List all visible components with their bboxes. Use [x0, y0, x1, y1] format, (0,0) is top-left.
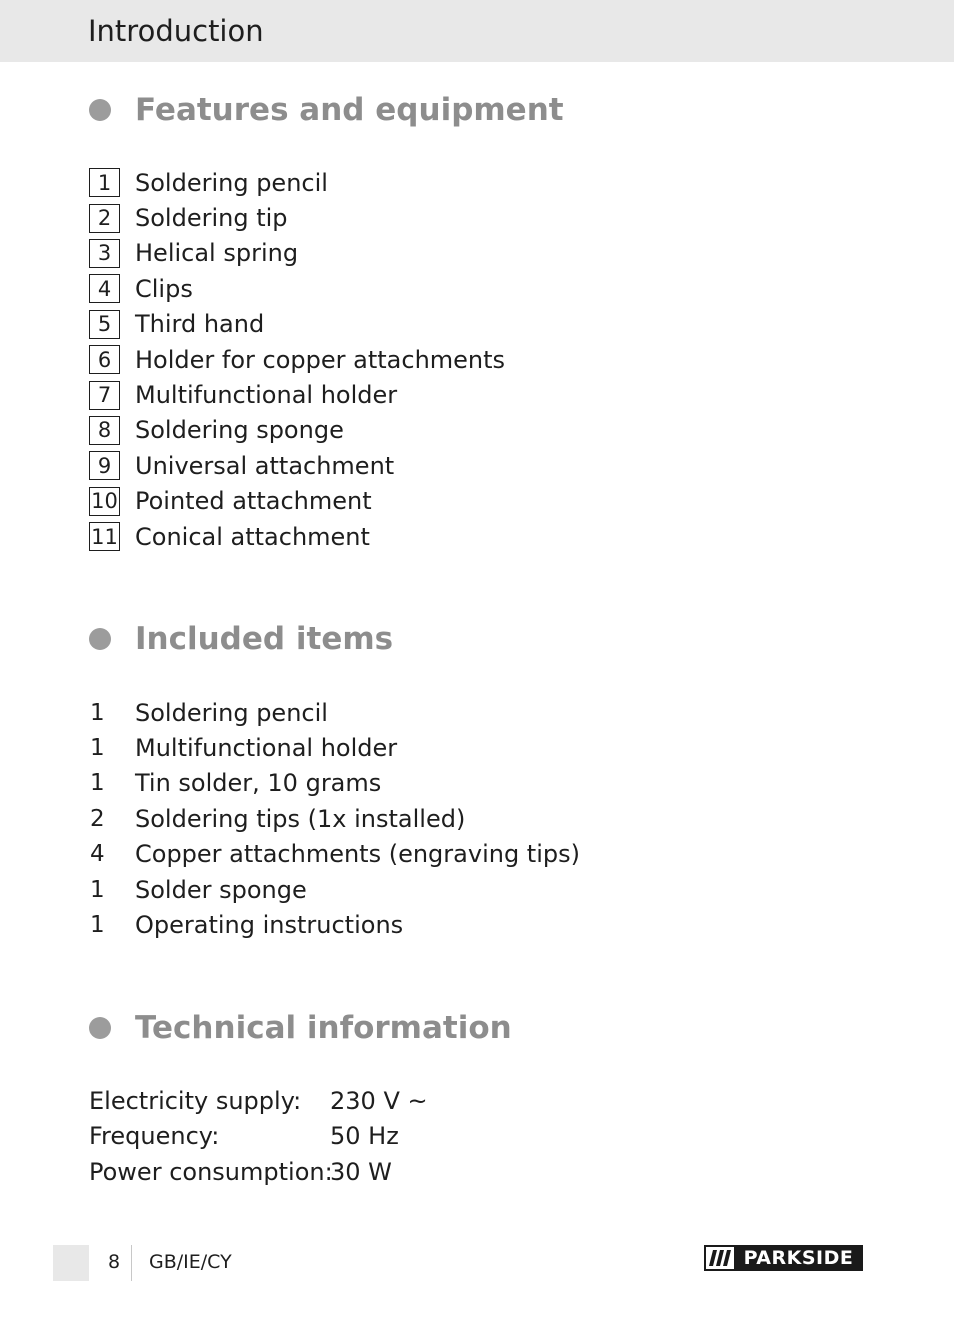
item-number-box: 9: [89, 451, 120, 480]
item-number-box: 4: [89, 274, 120, 303]
item-label: Conical attachment: [135, 522, 370, 551]
item-number-box: 6: [89, 345, 120, 374]
bullet-icon: [89, 99, 111, 121]
item-number-box: 11: [89, 522, 120, 551]
spec-value: 30 W: [330, 1157, 392, 1186]
item-quantity: 2: [90, 805, 105, 832]
item-number-box: 10: [89, 487, 120, 516]
footer-marker: [53, 1245, 89, 1281]
section-heading-technical: [88, 1008, 512, 1048]
item-label: Soldering tips (1x installed): [135, 804, 466, 833]
item-quantity: 1: [90, 699, 105, 726]
brand-name: PARKSIDE: [734, 1245, 863, 1271]
item-label: Clips: [135, 274, 193, 303]
item-number-box: 8: [89, 416, 120, 445]
bullet-icon: [89, 1017, 111, 1039]
heading-text: Technical information: [135, 1010, 512, 1046]
item-quantity: 1: [90, 735, 105, 762]
spec-value: 50 Hz: [330, 1122, 399, 1151]
country-codes: GB/IE/CY: [149, 1251, 232, 1273]
item-label: Universal attachment: [135, 451, 395, 480]
item-label: Helical spring: [135, 239, 299, 268]
heading-text: Features and equipment: [135, 92, 564, 128]
spec-row: [89, 1154, 589, 1190]
spec-row: [89, 1119, 589, 1155]
item-quantity: 1: [90, 912, 105, 939]
item-number-box: 1: [89, 168, 120, 197]
item-label: Soldering sponge: [135, 416, 344, 445]
item-number-box: 7: [89, 381, 120, 410]
spec-label: Frequency:: [89, 1122, 220, 1151]
item-label: Third hand: [135, 310, 265, 339]
item-label: Operating instructions: [135, 911, 404, 940]
item-label: Holder for copper attachments: [135, 345, 506, 374]
spec-label: Electricity supply:: [89, 1086, 302, 1115]
item-quantity: 1: [90, 876, 105, 903]
item-quantity: 1: [90, 770, 105, 797]
bullet-icon: [89, 628, 111, 650]
item-quantity: 4: [90, 841, 105, 868]
item-label: Multifunctional holder: [135, 734, 398, 763]
spec-label: Power consumption:: [89, 1157, 333, 1186]
brand-logo: [704, 1245, 863, 1271]
item-label: Soldering pencil: [135, 168, 328, 197]
item-label: Solder sponge: [135, 875, 307, 904]
stripes-icon: [704, 1245, 734, 1271]
item-number-box: 3: [89, 239, 120, 268]
item-label: Tin solder, 10 grams: [135, 769, 382, 798]
spec-value: 230 V ~: [330, 1086, 428, 1115]
section-heading-features: [88, 90, 564, 130]
item-label: Pointed attachment: [135, 487, 372, 516]
item-number-box: 2: [89, 204, 120, 233]
footer-divider: [131, 1245, 132, 1281]
spec-row: [89, 1083, 589, 1119]
item-number-box: 5: [89, 310, 120, 339]
section-heading-included: [88, 619, 393, 659]
heading-text: Included items: [135, 621, 394, 657]
item-label: Copper attachments (engraving tips): [135, 840, 580, 869]
page-number: 8: [108, 1251, 121, 1273]
item-label: Soldering pencil: [135, 698, 328, 727]
page-title: Introduction: [88, 14, 264, 48]
item-label: Soldering tip: [135, 204, 288, 233]
item-label: Multifunctional holder: [135, 381, 398, 410]
spec-table: [89, 1083, 589, 1190]
